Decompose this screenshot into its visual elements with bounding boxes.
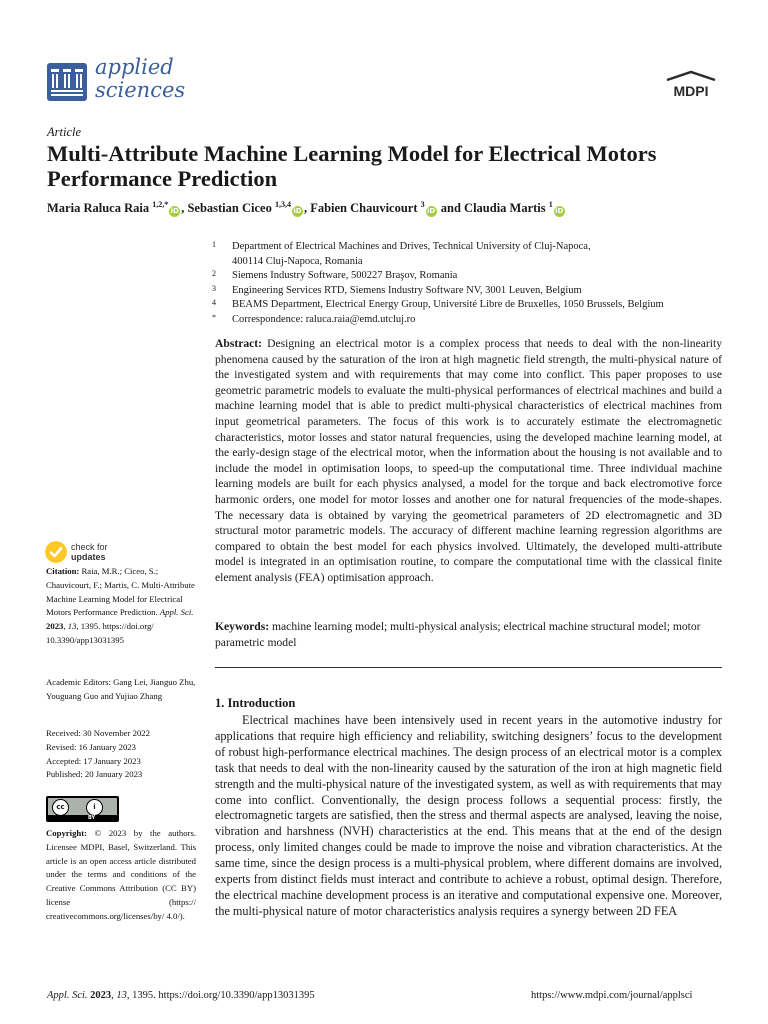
author-affil-sup: 1 — [548, 200, 553, 209]
copyright-label: Copyright: — [46, 828, 88, 838]
check-for-updates-text — [71, 542, 108, 562]
citation-year: 2023 — [46, 621, 64, 632]
keywords-text: machine learning model; multi-physical analysis; electrical machine structural model; motor parametric model — [215, 620, 701, 649]
copyright-text[interactable]: © 2023 by the authors. Licensee MDPI, Basel, Switzerland. This article is an open access article distributed under the terms and conditions of the Creative Commons Attribution (CC BY) license (https:// creativecommons.org/licenses/by/ 4.0/). — [46, 828, 196, 921]
affiliation-number: 4 — [212, 298, 216, 307]
author-name: Claudia Martis — [464, 201, 546, 215]
affiliation-number: 3 — [212, 283, 216, 293]
keywords-label: Keywords: — [215, 620, 270, 633]
article-type: Article — [47, 125, 82, 139]
section-title: 1. Introduction — [215, 696, 296, 710]
citation-text: Raia, M.R.; Ciceo, S.; Chauvicourt, F.; Martis, C. Multi-Attribute Machine Learning Model for Electrical Motors Performance Prediction. — [46, 566, 195, 618]
abstract — [215, 336, 722, 586]
footer-year: 2023 — [90, 990, 112, 1001]
divider — [215, 667, 722, 668]
cc-by-license-badge[interactable] — [46, 796, 119, 822]
affiliation-text: Department of Electrical Machines and Drives, Technical University of Cluj-Napoca, — [232, 241, 591, 252]
correspondence — [212, 313, 732, 328]
author-affil-sup: 3 — [420, 200, 425, 209]
affiliation-item — [212, 255, 732, 270]
journal-name — [95, 56, 185, 102]
footer-journal: Appl. Sci. — [47, 990, 88, 1001]
copyright-block — [46, 827, 196, 924]
author-name: Sebastian Ciceo — [187, 201, 272, 215]
orcid-icon[interactable]: iD — [170, 207, 179, 215]
check-for-updates-icon — [45, 541, 67, 563]
updates-line2: updates — [71, 552, 106, 562]
author-affil-sup: 1,2, — [152, 200, 165, 209]
citation-block: Citation: Raia, M.R.; Ciceo, S.; Chauvicourt, F.; Martis, C. Multi-Attribute Machine Learning Model for Electrical Motors Performance Prediction. Appl. Sci. 2023, 13, 1395. https://doi.org/ 10.3390/app13031395 — [46, 566, 195, 645]
affiliation-number: 1 — [212, 240, 216, 249]
journal-name-line1: applied — [95, 55, 174, 79]
publication-dates — [46, 727, 196, 782]
affiliation-text: Siemens Industry Software, 500227 Braşov, Romania — [232, 270, 458, 281]
check-for-updates-badge[interactable] — [45, 541, 125, 565]
citation-doi[interactable]: , 1395. https://doi.org/ 10.3390/app13031395 — [46, 621, 154, 645]
author-separator: , — [181, 201, 188, 215]
article-title: Multi-Attribute Machine Learning Model for Electrical Motors Performance Prediction — [47, 141, 657, 191]
author-separator: and — [437, 201, 465, 215]
mdpi-logo-text: MDPI — [673, 83, 709, 99]
affiliation-number: 2 — [212, 269, 216, 278]
revised-date: Revised: 16 January 2023 — [46, 741, 136, 752]
author-name: Fabien Chauvicourt — [310, 201, 418, 215]
affiliation-item — [212, 269, 732, 284]
received-date: Received: 30 November 2022 — [46, 728, 150, 738]
affiliation-text: Engineering Services RTD, Siemens Industry Software NV, 3001 Leuven, Belgium — [232, 284, 582, 296]
accepted-date: Accepted: 17 January 2023 — [46, 755, 141, 766]
footer-journal-url[interactable]: https://www.mdpi.com/journal/applsci — [531, 990, 693, 1001]
cc-icon: cc — [52, 799, 69, 816]
footer-doi-link[interactable]: , 1395. https://doi.org/10.3390/app13031395 — [126, 990, 315, 1001]
affiliations — [212, 240, 732, 327]
author-name: Maria Raluca Raia — [47, 201, 150, 215]
author-affil-sup: 1,3,4 — [274, 200, 291, 209]
citation-journal: Appl. Sci. — [159, 607, 194, 618]
attribution-icon: i — [86, 799, 103, 816]
citation-label: Citation: — [46, 566, 80, 576]
intro-paragraph: Electrical machines have been intensively used in recent years in the automotive industry for applications that require high efficiency and reliability, switching designers’ focus to the development of robust high-performance electrical machines. The design process of an electrical motor is a complex task that needs to deal with the non-linearity caused by the saturation of the iron at high magnetic field strength and the multi-physical nature of the investigated system, as well as with requirements that may come into conflict. Conventionally, the design process follows a sequential process: firstly, the electromagnetic targets are satisfied, then the stress and thermal aspects are analysed, leaving the noise, vibration and harshness (NVH) characteristics at the end. This means that at the end of the design process, only limited changes could be made to improve the noise and vibration characteristics. At the same time, since the design process is a multi-physical problem, where different domains are involved, experts from distinct fields must interact and contribute to achieve a robust, optimal design. Therefore, the electrical machine development process is an iterative and computational expensive one. Moreover, the multi-physical nature of motor characteristics analysis requires a synergy between 2D FEA — [215, 713, 722, 918]
affiliation-text: 400114 Cluj-Napoca, Romania — [232, 255, 363, 267]
abstract-label: Abstract: — [215, 337, 263, 350]
footer-citation: Appl. Sci. 2023, 13, 1395. https://doi.org/10.3390/app13031395 — [47, 990, 315, 1001]
affiliation-number: * — [212, 312, 216, 322]
abstract-text: Designing an electrical motor is a complex process that needs to deal with the non-linearity phenomena caused by the saturation of the iron at high magnetic field strength, the multi-physical nature of the investigated system and with requirements that may come into conflict. This paper proposes to use geometric parametric models to evaluate the multi-physical performances of electrical machines and build a machine learning model that is able to predict multi-physical characteristics of electrical machines from input geometrical parameters. The focus of this work is to accurately estimate the electromagnetic characteristics, motor losses and stator natural frequencies, using the developed machine learning model, at the early-design stage of the electrical motor, when the information about the housing is not available and to include the model in optimisation loops, to speed-up the computational time. Three individual machine learning models are built for each physics analysed, a model for the torque and back electromotive force harmonic orders, one model for motor losses and another one for natural frequencies of the mode-shapes. The necessary data is obtained by varying the geometrical parameters of 2D electromagnetic and 3D structural motor parametric models. The accuracy of different machine learning regression algorithms are compared to obtain the best model for each physics involved. Ultimately, the developed multi-attribute model is integrated in an optimisation routine, to compare the computational time with the classical finite element analysis (FEA) optimisation approach. — [215, 337, 722, 584]
academic-editors: Academic Editors: Gang Lei, Jianguo Zhu, Youguang Guo and Yujiao Zhang — [46, 677, 196, 701]
citation-volume: 13 — [67, 621, 77, 632]
orcid-icon[interactable]: iD — [427, 207, 436, 215]
updates-line1: check for — [71, 542, 108, 552]
keywords — [215, 619, 722, 650]
affiliation-item — [212, 284, 732, 299]
author-separator: , — [303, 201, 311, 215]
cc-by-label: BY — [88, 815, 96, 821]
affiliation-item — [212, 298, 732, 313]
affiliation-item — [212, 240, 732, 255]
journal-logo-icon — [47, 63, 87, 101]
mdpi-logo-icon — [663, 70, 719, 104]
orcid-icon[interactable]: iD — [555, 207, 564, 215]
footer-volume: 13 — [116, 990, 127, 1001]
orcid-icon[interactable]: iD — [293, 207, 302, 215]
journal-name-line2: sciences — [95, 78, 186, 102]
author-list — [47, 200, 566, 217]
corresponding-star: * — [164, 200, 169, 209]
affiliation-text: BEAMS Department, Electrical Energy Group, Université Libre de Bruxelles, 1050 Brussels, Belgium — [232, 299, 664, 310]
published-date: Published: 20 January 2023 — [46, 769, 143, 780]
affiliation-text: Correspondence: raluca.raia@emd.utcluj.ro — [232, 313, 416, 325]
